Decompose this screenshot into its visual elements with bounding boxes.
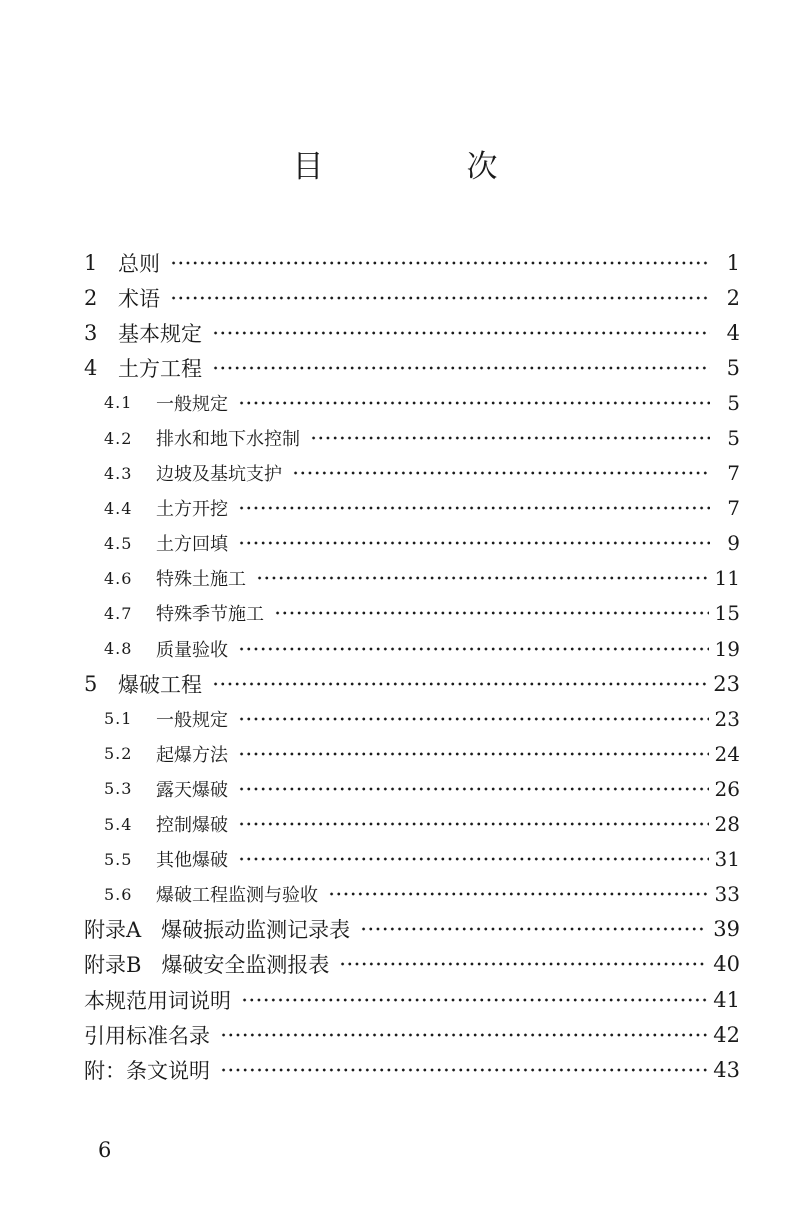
toc-entry-5-4[interactable] [84, 807, 740, 842]
toc-entry-5-6[interactable] [84, 877, 740, 912]
dot-leader [339, 954, 707, 974]
toc-number: 4.5 [104, 533, 133, 553]
toc-label: 露天爆破 [156, 779, 228, 801]
toc-entry-5[interactable] [84, 666, 740, 701]
toc-page: 5 [727, 390, 740, 415]
toc-entry-wording-explanation[interactable] [84, 982, 740, 1017]
toc-page: 43 [713, 1057, 740, 1082]
toc-number: 5.6 [104, 884, 133, 904]
toc-number: 5.1 [104, 709, 133, 729]
toc-entry-5-3[interactable] [84, 771, 740, 806]
dot-leader [292, 463, 710, 483]
dot-leader [212, 358, 710, 378]
dot-leader [238, 498, 710, 518]
toc-page: 5 [727, 426, 740, 451]
toc-entry-4-7[interactable] [84, 596, 740, 631]
toc-page: 7 [727, 496, 740, 521]
toc-entry-4-2[interactable] [84, 420, 740, 455]
toc-label: 附：条文说明 [84, 1058, 210, 1083]
toc-number: 4.7 [104, 603, 133, 623]
toc-entry-2[interactable] [84, 280, 740, 315]
toc-number: 5 [84, 671, 98, 696]
toc-entry-5-2[interactable] [84, 736, 740, 771]
toc-page: 28 [714, 812, 740, 837]
toc-entry-5-1[interactable] [84, 701, 740, 736]
toc-page: 40 [713, 952, 740, 977]
toc-entry-clause-explanation[interactable] [84, 1052, 740, 1087]
toc-entry-4-4[interactable] [84, 491, 740, 526]
toc-number: 4.1 [104, 393, 133, 413]
toc-entry-4[interactable] [84, 350, 740, 385]
toc-entry-1[interactable] [84, 245, 740, 280]
toc-page: 23 [713, 671, 740, 696]
toc-entry-appendix-a[interactable] [84, 912, 740, 947]
toc-number: 4.2 [104, 428, 133, 448]
toc-label: 质量验收 [156, 639, 228, 661]
toc-page: 41 [713, 987, 740, 1012]
toc-label: 一般规定 [156, 393, 228, 415]
toc-page: 9 [727, 531, 740, 556]
toc-number: 附录B [84, 953, 142, 978]
toc-number: 3 [84, 320, 98, 345]
toc-number: 1 [84, 250, 98, 275]
toc-number: 附录A [84, 918, 142, 943]
page-title: 目 次 [292, 149, 554, 185]
toc-entry-4-8[interactable] [84, 631, 740, 666]
toc-label: 土方回填 [156, 534, 228, 556]
toc-label: 边坡及基坑支护 [156, 464, 282, 486]
toc-entry-4-5[interactable] [84, 526, 740, 561]
dot-leader [170, 253, 710, 273]
toc-entry-appendix-b[interactable] [84, 947, 740, 982]
toc-page: 7 [727, 461, 740, 486]
dot-leader [256, 568, 709, 588]
toc-page: 42 [713, 1022, 740, 1047]
toc-number: 4.4 [104, 498, 133, 518]
toc-number: 5.5 [104, 849, 133, 869]
toc-number: 4 [84, 355, 98, 380]
dot-leader [238, 709, 709, 729]
toc-page: 33 [714, 882, 740, 907]
toc-label: 土方工程 [118, 356, 202, 381]
toc-number: 5.4 [104, 814, 133, 834]
toc-entry-4-3[interactable] [84, 456, 740, 491]
toc-number: 4.8 [104, 639, 133, 659]
dot-leader [220, 1060, 707, 1080]
toc-label: 一般规定 [156, 709, 228, 731]
toc-page: 11 [714, 566, 740, 591]
toc-number: 4.3 [104, 463, 133, 483]
dot-leader [238, 849, 709, 869]
toc-page: 1 [726, 250, 740, 275]
toc-page: 15 [714, 601, 740, 626]
toc-number: 5.2 [104, 744, 133, 764]
toc-page: 2 [726, 285, 740, 310]
toc-entry-4-1[interactable] [84, 385, 740, 420]
toc-label: 术语 [118, 286, 160, 311]
dot-leader [220, 1025, 707, 1045]
toc-page: 24 [714, 741, 740, 766]
toc-page: 31 [714, 847, 740, 872]
dot-leader [238, 639, 709, 659]
toc-label: 本规范用词说明 [84, 988, 231, 1013]
dot-leader [170, 288, 710, 308]
toc-label: 土方开挖 [156, 499, 228, 521]
toc-entry-3[interactable] [84, 315, 740, 350]
dot-leader [274, 603, 709, 623]
toc-entry-referenced-standards[interactable] [84, 1017, 740, 1052]
toc-label: 特殊土施工 [156, 569, 246, 591]
toc-label: 起爆方法 [156, 744, 228, 766]
table-of-contents [84, 245, 740, 1087]
toc-number: 4.6 [104, 568, 133, 588]
dot-leader [238, 533, 710, 553]
toc-label: 总则 [118, 251, 160, 276]
toc-label: 特殊季节施工 [156, 604, 264, 626]
toc-label: 爆破振动监测记录表 [161, 918, 351, 943]
dot-leader [238, 814, 709, 834]
toc-label: 爆破工程 [118, 672, 202, 697]
toc-label: 引用标准名录 [84, 1023, 210, 1048]
dot-leader [241, 990, 707, 1010]
toc-page: 19 [714, 636, 740, 661]
dot-leader [238, 393, 710, 413]
toc-number: 2 [84, 285, 98, 310]
dot-leader [310, 428, 710, 448]
dot-leader [360, 919, 707, 939]
dot-leader [212, 674, 707, 694]
dot-leader [238, 744, 709, 764]
toc-entry-5-5[interactable] [84, 842, 740, 877]
toc-page: 4 [726, 320, 740, 345]
toc-number: 5.3 [104, 779, 133, 799]
toc-page: 26 [714, 776, 740, 801]
dot-leader [328, 884, 709, 904]
dot-leader [238, 779, 709, 799]
toc-label: 爆破工程监测与验收 [156, 885, 318, 907]
toc-page: 5 [726, 355, 740, 380]
page-number: 6 [98, 1138, 112, 1162]
toc-entry-4-6[interactable] [84, 561, 740, 596]
toc-label: 排水和地下水控制 [156, 429, 300, 451]
toc-label: 爆破安全监测报表 [161, 953, 330, 978]
toc-label: 其他爆破 [156, 850, 228, 872]
dot-leader [212, 323, 710, 343]
toc-label: 控制爆破 [156, 815, 228, 837]
toc-label: 基本规定 [118, 321, 202, 346]
toc-page: 23 [714, 706, 740, 731]
toc-page: 39 [713, 917, 740, 942]
